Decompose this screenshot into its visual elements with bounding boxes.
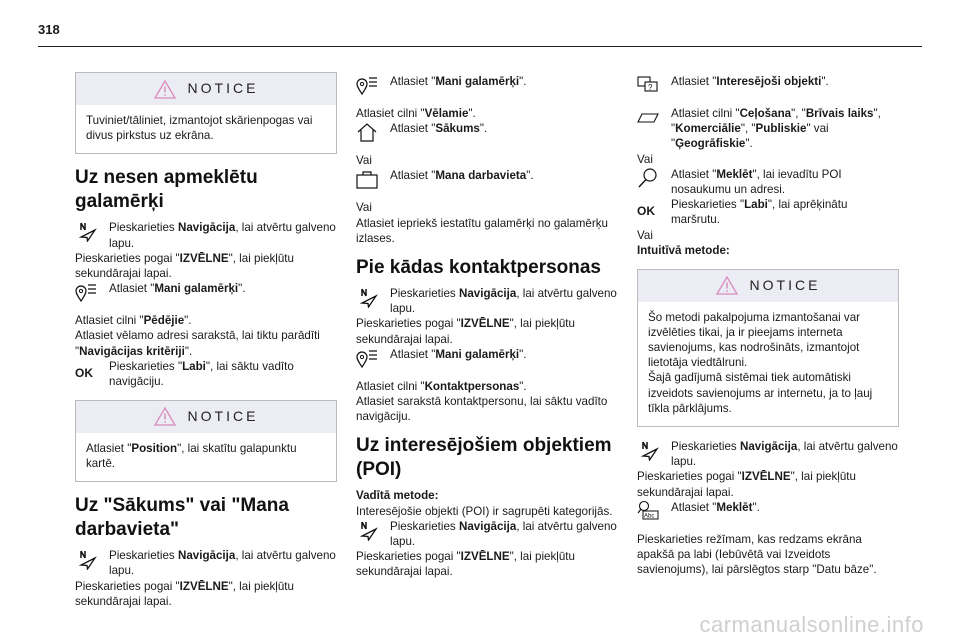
notice-box	[637, 269, 899, 427]
step-search: Atlasiet "Meklēt", lai ievadītu POI nosaukumu un adresi.	[637, 167, 899, 197]
paragraph: Atlasiet vēlamo adresi sarakstā, lai tiktu parādīti "Navigācijas kritēriji".	[75, 329, 320, 358]
notice-header	[76, 401, 336, 433]
notice-box	[75, 72, 337, 154]
paragraph: Atlasiet sarakstā kontaktpersonu, lai sāktu vadīto navigāciju.	[356, 395, 608, 424]
step-text: Pieskarieties pogai "IZVĒLNE", lai piekļūtu sekundārajai lapai.	[75, 251, 294, 281]
column-2	[356, 74, 618, 580]
watermark: carmanualsonline.info	[699, 612, 924, 637]
paragraph: Vai	[356, 154, 372, 168]
destinations-icon	[356, 347, 378, 369]
paragraph: Pieskarieties režīmam, kas redzams ekrāna apakšā pa labi (Iebūvētā vai Izveidots savienojums), lai pārslēgtos starp "Datu bāze".	[637, 532, 877, 577]
step-destinations: Atlasiet "Mani galamērķi".	[356, 347, 618, 371]
paragraph: Atlasiet cilni "Pēdējie".	[75, 314, 192, 328]
notice-text: Tuviniet/tāliniet, izmantojot skārienpogas vai divus pirkstus uz ekrāna.	[86, 114, 313, 143]
step-text: Pieskarieties pogai "IZVĒLNE", lai piekļūtu sekundārajai lapai.	[356, 550, 575, 579]
warning-icon	[154, 407, 176, 426]
navigation-icon	[356, 519, 378, 541]
step-navigation: Pieskarieties Navigācija, lai atvērtu galveno lapu.	[75, 220, 337, 250]
page-number: 318	[38, 22, 60, 37]
notice-header	[638, 270, 898, 302]
step-poi: ? Atlasiet "Interesējoši objekti".	[637, 74, 899, 98]
search-icon	[637, 167, 659, 189]
destinations-icon	[75, 281, 97, 303]
section-heading: Uz "Sākums" vai "Mana darbavieta"	[75, 495, 289, 541]
navigation-icon	[637, 439, 659, 461]
section-heading: Uz nesen apmeklētu galamērķi	[75, 167, 258, 213]
step-text: Pieskarieties pogai "IZVĒLNE", lai piekļūtu sekundārajai lapai.	[637, 470, 856, 499]
svg-text:?: ?	[648, 83, 653, 92]
search-text-icon	[637, 500, 659, 522]
notice-header	[76, 73, 336, 105]
step-text: Pieskarieties pogai "IZVĒLNE", lai piekļūtu sekundārajai lapai.	[75, 579, 294, 608]
step-destinations: Atlasiet "Mani galamērķi".	[356, 74, 618, 98]
step-navigation: Pieskarieties Navigācija, lai atvērtu galveno lapu.	[356, 519, 618, 549]
paragraph: Intuitīvā metode:	[637, 244, 730, 258]
destinations-icon	[356, 74, 378, 96]
paragraph: Interesējošie objekti (POI) ir sagrupēti kategorijās.	[356, 504, 613, 518]
section-heading: Pie kādas kontaktpersonas	[356, 257, 601, 279]
step-search: Abc Atlasiet "Meklēt".	[637, 500, 899, 524]
header-rule	[38, 46, 922, 47]
step-ok: OK Pieskarieties "Labi", lai aprēķinātu maršrutu.	[637, 198, 848, 227]
step-home: Atlasiet "Sākums".	[356, 121, 618, 145]
briefcase-icon	[356, 168, 378, 190]
notice-text: Atlasiet "Position", lai skatītu galapunktu kartē.	[86, 441, 297, 471]
paragraph: Vai	[637, 229, 653, 243]
column-3	[637, 74, 899, 577]
paragraph: Atlasiet cilni "Kontaktpersonas".	[356, 379, 527, 393]
navigation-icon	[75, 548, 97, 570]
notice-box	[75, 400, 337, 482]
step-ok: OK Pieskarieties "Labi", lai sāktu vadīto navigāciju.	[75, 359, 294, 389]
step-destinations: Atlasiet "Mani galamērķi".	[75, 281, 337, 305]
step-text: Pieskarieties pogai "IZVĒLNE", lai piekļūtu sekundārajai lapai.	[356, 317, 575, 346]
warning-icon	[154, 80, 176, 99]
paragraph: Atlasiet cilni "Vēlamie".	[356, 107, 476, 120]
navigation-icon	[75, 220, 97, 242]
step-navigation: Pieskarieties Navigācija, lai atvērtu galveno lapu.	[637, 439, 899, 469]
notice-title: NOTICE	[187, 408, 259, 425]
notice-title: NOTICE	[749, 277, 821, 294]
step-categories: Atlasiet cilni "Ceļošana", "Brīvais laiks", "Komerciālie", "Publiskie" vai "Ģeogrāfiskie".	[637, 106, 899, 152]
paragraph: Atlasiet iepriekš iestatītu galamērķi no galamērķu izlases.	[356, 216, 608, 245]
paragraph: Vai	[356, 201, 372, 215]
notice-text: Šo metodi pakalpojuma izmantošanai var izvēlēties tikai, ja ir pieejams interneta savienojums, kas nodrošināts, izmantojot lietotāja viedtālruni. Šajā gadījumā sistēmai tiek automātiski izveidots savienojums ar internetu, ja to ļauj tīkla pārklājums.	[648, 310, 873, 415]
paragraph: Vadītā metode:	[356, 489, 439, 503]
step-navigation: Pieskarieties Navigācija, lai atvērtu galveno lapu.	[356, 286, 618, 316]
svg-text:Abc: Abc	[644, 513, 655, 520]
paragraph: Vai	[637, 152, 653, 166]
section-heading: Uz interesējošiem objektiem (POI)	[356, 435, 612, 481]
step-navigation: Pieskarieties Navigācija, lai atvērtu galveno lapu.	[75, 548, 337, 578]
column-1	[75, 62, 337, 609]
category-icon	[637, 106, 659, 128]
home-icon	[356, 121, 378, 143]
poi-icon	[637, 74, 659, 96]
step-work: Atlasiet "Mana darbavieta".	[356, 168, 618, 192]
warning-icon	[716, 276, 738, 295]
ok-icon: OK	[637, 204, 655, 219]
navigation-icon	[356, 286, 378, 308]
ok-icon: OK	[75, 365, 93, 380]
notice-title: NOTICE	[187, 80, 259, 97]
